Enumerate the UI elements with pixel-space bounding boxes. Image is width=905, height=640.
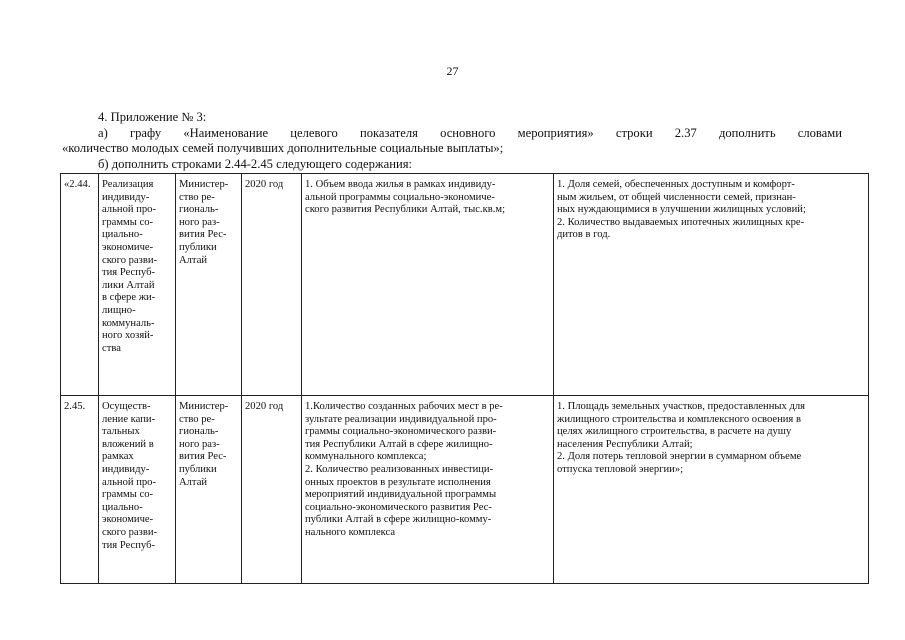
indicators-cell (302, 396, 554, 584)
target-indicators-cell (554, 174, 869, 396)
row-number-cell (61, 396, 99, 584)
row-number-cell (61, 174, 99, 396)
indicators-cell (302, 174, 554, 396)
amendment-item-b (62, 157, 842, 172)
amendment-item-a (62, 126, 842, 141)
year-cell (242, 174, 302, 396)
amendment-item-a-text: а) графу «Наименование целевого показателя основного мероприятия» строки 2.37 дополнить словами (98, 126, 842, 140)
executor-cell (176, 174, 242, 396)
row-number: «2.44. (64, 179, 91, 190)
amendment-item-b-text: б) дополнить строками 2.44-2.45 следующего содержания: (98, 157, 412, 171)
year-cell (242, 396, 302, 584)
indicators-list: 1. Объем ввода жилья в рамках индивиду- альной программы социально-экономиче- ского развития Республики Алтай, тыс.кв.м; (305, 179, 506, 216)
year: 2020 год (245, 179, 284, 190)
activity-name: Осуществ- ление капи- тальных вложений в рамках индивиду- альной про- граммы со- циально- экономиче- ского разви- тия Респуб- (102, 401, 158, 551)
executor: Министер- ство ре- гиональ- ного раз- вития Рес- публики Алтай (179, 401, 229, 488)
page-number: 27 (446, 64, 459, 78)
executor-cell (176, 396, 242, 584)
indicators-table (60, 173, 869, 584)
target-indicators-list: 1. Доля семей, обеспеченных доступным и комфорт- ным жильем, от общей численности семей, признан- ных нуждающимися в улучшении жилищных условий; 2. Количество выдаваемых ипотечных жилищных кре- дитов в год. (557, 179, 806, 241)
target-indicators-list: 1. Площадь земельных участков, предоставленных для жилищного строительства и комплексного освоения в целях жилищного строительства, в расчете на душу населения Республики Алтай; 2. Доля потерь тепловой энергии в суммарном объеме отпуска тепловой энергии»; (557, 401, 806, 475)
indicators-list: 1.Количество созданных рабочих мест в ре- зультате реализации индивидуальной про- граммы социально-экономического разви- тия Республики Алтай в сфере жилищно- коммунального комплекса; 2. Количество реализованных инвестици- онных проектов в результате исполнения мероприятий индивидуальной программы социально-экономического развития Рес- публики Алтай в сфере жилищно-комму- нального комплекса (305, 401, 503, 538)
amendment-item-a-continued-text: «количество молодых семей получивших дополнительные социальные выплаты»; (62, 141, 504, 155)
year: 2020 год (245, 401, 284, 412)
amendment-heading-text: 4. Приложение № 3: (98, 110, 207, 124)
amendment-heading (62, 110, 842, 125)
table-row (61, 396, 869, 584)
activity-name: Реализация индивиду- альной про- граммы со- циально- экономиче- ского разви- тия Респуб- лики Алтай в сфере жи- лищно- коммуналь- ного хозяй- ства (102, 179, 158, 354)
activity-name-cell (99, 396, 176, 584)
activity-name-cell (99, 174, 176, 396)
row-number: 2.45. (64, 401, 86, 412)
target-indicators-cell (554, 396, 869, 584)
table-row (61, 174, 869, 396)
executor: Министер- ство ре- гиональ- ного раз- вития Рес- публики Алтай (179, 179, 229, 266)
amendment-item-a-continued (62, 141, 842, 156)
